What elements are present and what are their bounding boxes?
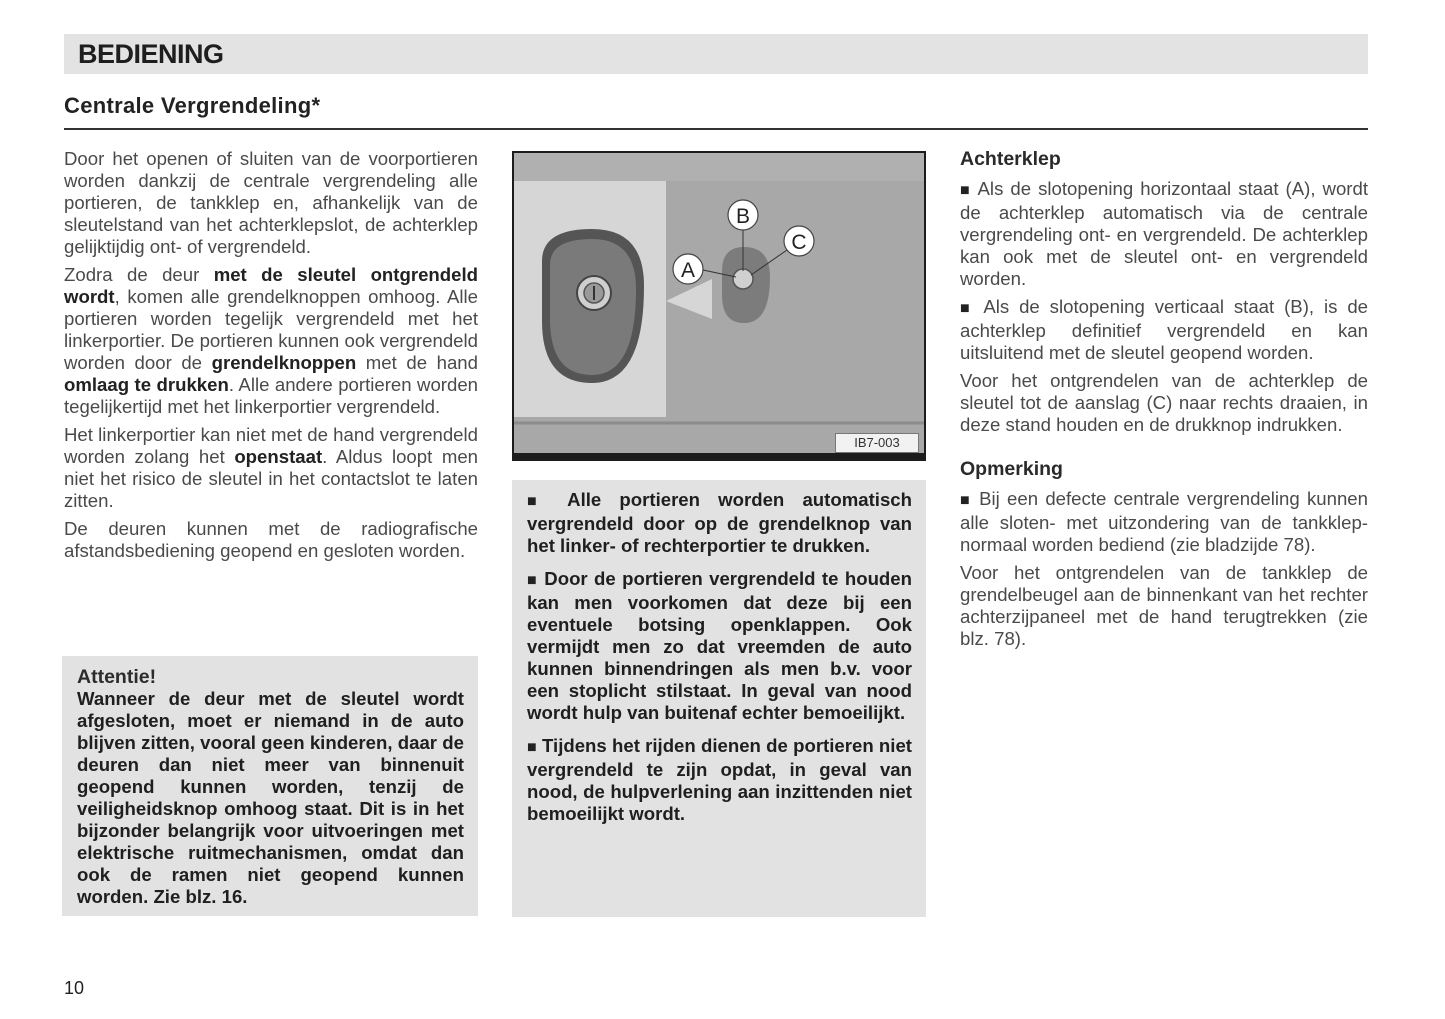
text-run: . Alle andere portieren worden tegelijkertijd met het linkerportier vergrendeld. [64, 374, 479, 417]
achterklep-paragraph: Voor het ontgrendelen van de achterklep de sleutel tot de aanslag (C) naar rechts draaien, in deze stand houden en de drukknop indrukken. [960, 370, 1368, 435]
label-a: A [680, 259, 696, 282]
bullet-icon: ■ [960, 492, 972, 509]
label-c: C [791, 231, 807, 254]
callout-text: Door de portieren vergrendeld te houden kan men voorkomen dat deze bij een eventuele botsing openklappen. Ook vermijdt men zo dat vreemden de auto kunnen binnendringen als men b.v. voor een stoplicht stilstaat. In geval van nood wordt hulp van buitenaf echter bemoeilijkt. [527, 568, 912, 723]
achterklep-item [960, 178, 1368, 290]
opmerking-paragraph: Voor het ontgrendelen van de tankklep de grendelbeugel aan de binnenkant van het rechter achterzijpaneel met de hand terugtrekken (zie blz. 78). [960, 562, 1368, 649]
title-divider [64, 128, 1368, 130]
lock-diagram [512, 151, 926, 461]
text-run: met de hand [356, 352, 478, 373]
unlock-paragraph [64, 264, 478, 418]
callout-item [527, 489, 912, 557]
bullet-icon: ■ [960, 182, 972, 199]
text-run: Zodra de deur [64, 264, 214, 285]
callout-item [527, 735, 912, 825]
page-number: 10 [64, 978, 85, 998]
spacer [960, 442, 1368, 458]
text-run: , komen alle grendelknoppen omhoog. Alle portieren worden tegelijk vergrendeld met het linkerportier. De portieren kunnen ook vergrendeld worden door de [64, 286, 478, 373]
middle-callout-box [512, 480, 926, 917]
lock-illustration [512, 151, 926, 461]
item-text: Als de slotopening verticaal staat (B), is de achterklep definitief vergrendeld en kan uitsluitend met de sleutel geopend worden. [960, 296, 1368, 363]
attentie-title: Attentie! [77, 666, 157, 688]
text-run: . Aldus loopt men niet het risico de sleutel in het contactslot te laten zitten. [64, 446, 478, 511]
callout-item [527, 568, 912, 724]
page-title: Centrale Vergrendeling* [64, 93, 321, 118]
section-title: BEDIENING [78, 39, 224, 69]
bullet-icon: ■ [527, 739, 537, 756]
attentie-body: Wanneer de deur met de sleutel wordt afgesloten, moet er niemand in de auto blijven zitten, vooral geen kinderen, daar de deuren dan niet meer van binnenuit geopend kunnen worden, tenzij de veiligheidsknop omhoog staat. Dit is in het bijzonder belangrijk voor uitvoeringen met elektrische ruitmechanismen, omdat dan ook de ramen niet geopend kunnen worden. Zie blz. 16. [77, 688, 464, 907]
intro-paragraph: Door het openen of sluiten van de voorportieren worden dankzij de centrale vergrendeling alle portieren, de tankklep en, afhankelijk van de sleutelstand van het achterklepslot, de achterklep gelijktijdig ont- of vergrendeld. [64, 148, 478, 257]
text-run: Het linkerportier kan niet met de hand vergrendeld worden zolang het [64, 424, 478, 467]
bold-run: grendelknoppen [211, 352, 357, 373]
right-column [960, 148, 1368, 656]
item-text: Bij een defecte centrale vergrendeling kunnen alle sloten- met uitzondering van de tankklep- normaal worden bediend (zie bladzijde 78). [960, 488, 1368, 555]
achterklep-heading: Achterklep [960, 148, 1061, 170]
callout-text: Alle portieren worden automatisch vergrendeld door op de grendelknop van het linker- of rechterportier te drukken. [527, 489, 912, 556]
bullet-icon: ■ [527, 493, 550, 510]
attentie-box [62, 656, 478, 916]
driver-door-paragraph [64, 424, 478, 512]
bullet-icon: ■ [960, 300, 975, 317]
bold-run: omlaag te drukken [64, 374, 229, 395]
left-column [64, 148, 478, 568]
item-text: Als de slotopening horizontaal staat (A), wordt de achterklep automatisch via de centrale vergrendeling ont- en vergrendeld. De achterklep kan ook met de sleutel ont- en vergrendeld worden. [960, 178, 1368, 289]
opmerking-heading: Opmerking [960, 458, 1063, 480]
bullet-icon: ■ [527, 572, 538, 589]
bold-run: met de sleutel ontgrendeld wordt [64, 264, 478, 307]
callout-text: Tijdens het rijden dienen de portieren niet vergrendeld te zijn opdat, in geval van nood, de hulpverlening aan inzittenden niet bemoeilijkt wordt. [527, 735, 912, 824]
section-header-bar [64, 34, 1368, 74]
opmerking-item [960, 488, 1368, 556]
bold-run: openstaat [234, 446, 323, 467]
label-b: B [735, 205, 751, 228]
figure-code: IB7-003 [835, 433, 919, 453]
remote-paragraph: De deuren kunnen met de radiografische afstandsbediening geopend en gesloten worden. [64, 518, 478, 561]
achterklep-item [960, 296, 1368, 364]
lock-cylinder [733, 269, 753, 289]
